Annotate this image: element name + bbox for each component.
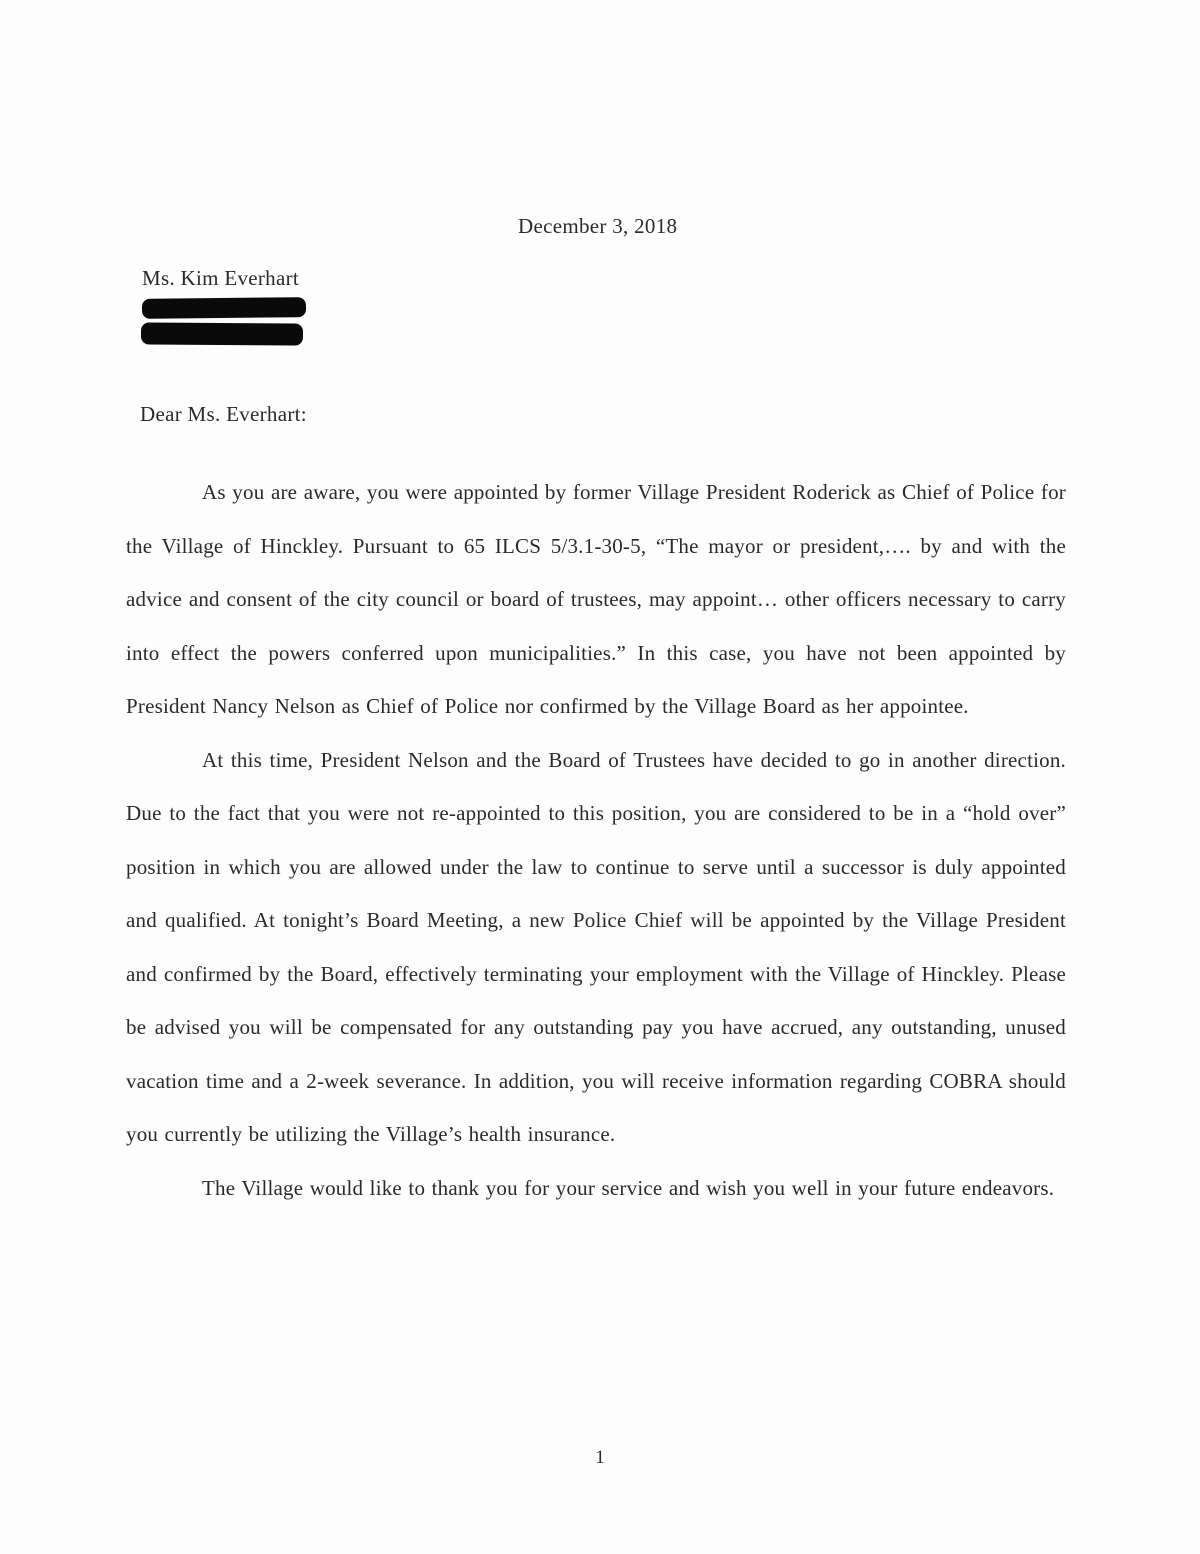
- page-number: 1: [595, 1447, 605, 1468]
- letter-body: [126, 466, 1066, 1215]
- redacted-address-line-2: [141, 322, 303, 345]
- addressee-name: Ms. Kim Everhart: [142, 266, 300, 290]
- body-paragraph-3: The Village would like to thank you for your service and wish you well in your future endeavors.: [202, 1175, 1055, 1200]
- body-paragraph-1: As you are aware, you were appointed by former Village President Roderick as Chief of Police for the Village of Hinckley. Pursuant to 65 ILCS 5/3.1-30-5, “The mayor or president,…. by and with the advice and consent of the city council or board of trustees, may appoint… other officers necessary to carry into effect the powers conferred upon municipalities.” In this case, you have not been appointed by President Nancy Nelson as Chief of Police nor confirmed by the Village Board as her appointee.: [126, 480, 1066, 718]
- redacted-address-line-1: [142, 297, 306, 319]
- body-paragraph-2: At this time, President Nelson and the Board of Trustees have decided to go in another direction. Due to the fact that you were not re-appointed to this position, you are considered to be in a “hold over” position in which you are allowed under the law to continue to serve until a successor is duly appointed and qualified. At tonight’s Board Meeting, a new Police Chief will be appointed by the Village President and confirmed by the Board, effectively terminating your employment with the Village of Hinckley. Please be advised you will be compensated for any outstanding pay you have accrued, any outstanding, unused vacation time and a 2-week severance. In addition, you will receive information regarding COBRA should you currently be utilizing the Village’s health insurance.: [126, 747, 1066, 1146]
- salutation: Dear Ms. Everhart:: [140, 402, 307, 426]
- letter-date: December 3, 2018: [518, 214, 678, 238]
